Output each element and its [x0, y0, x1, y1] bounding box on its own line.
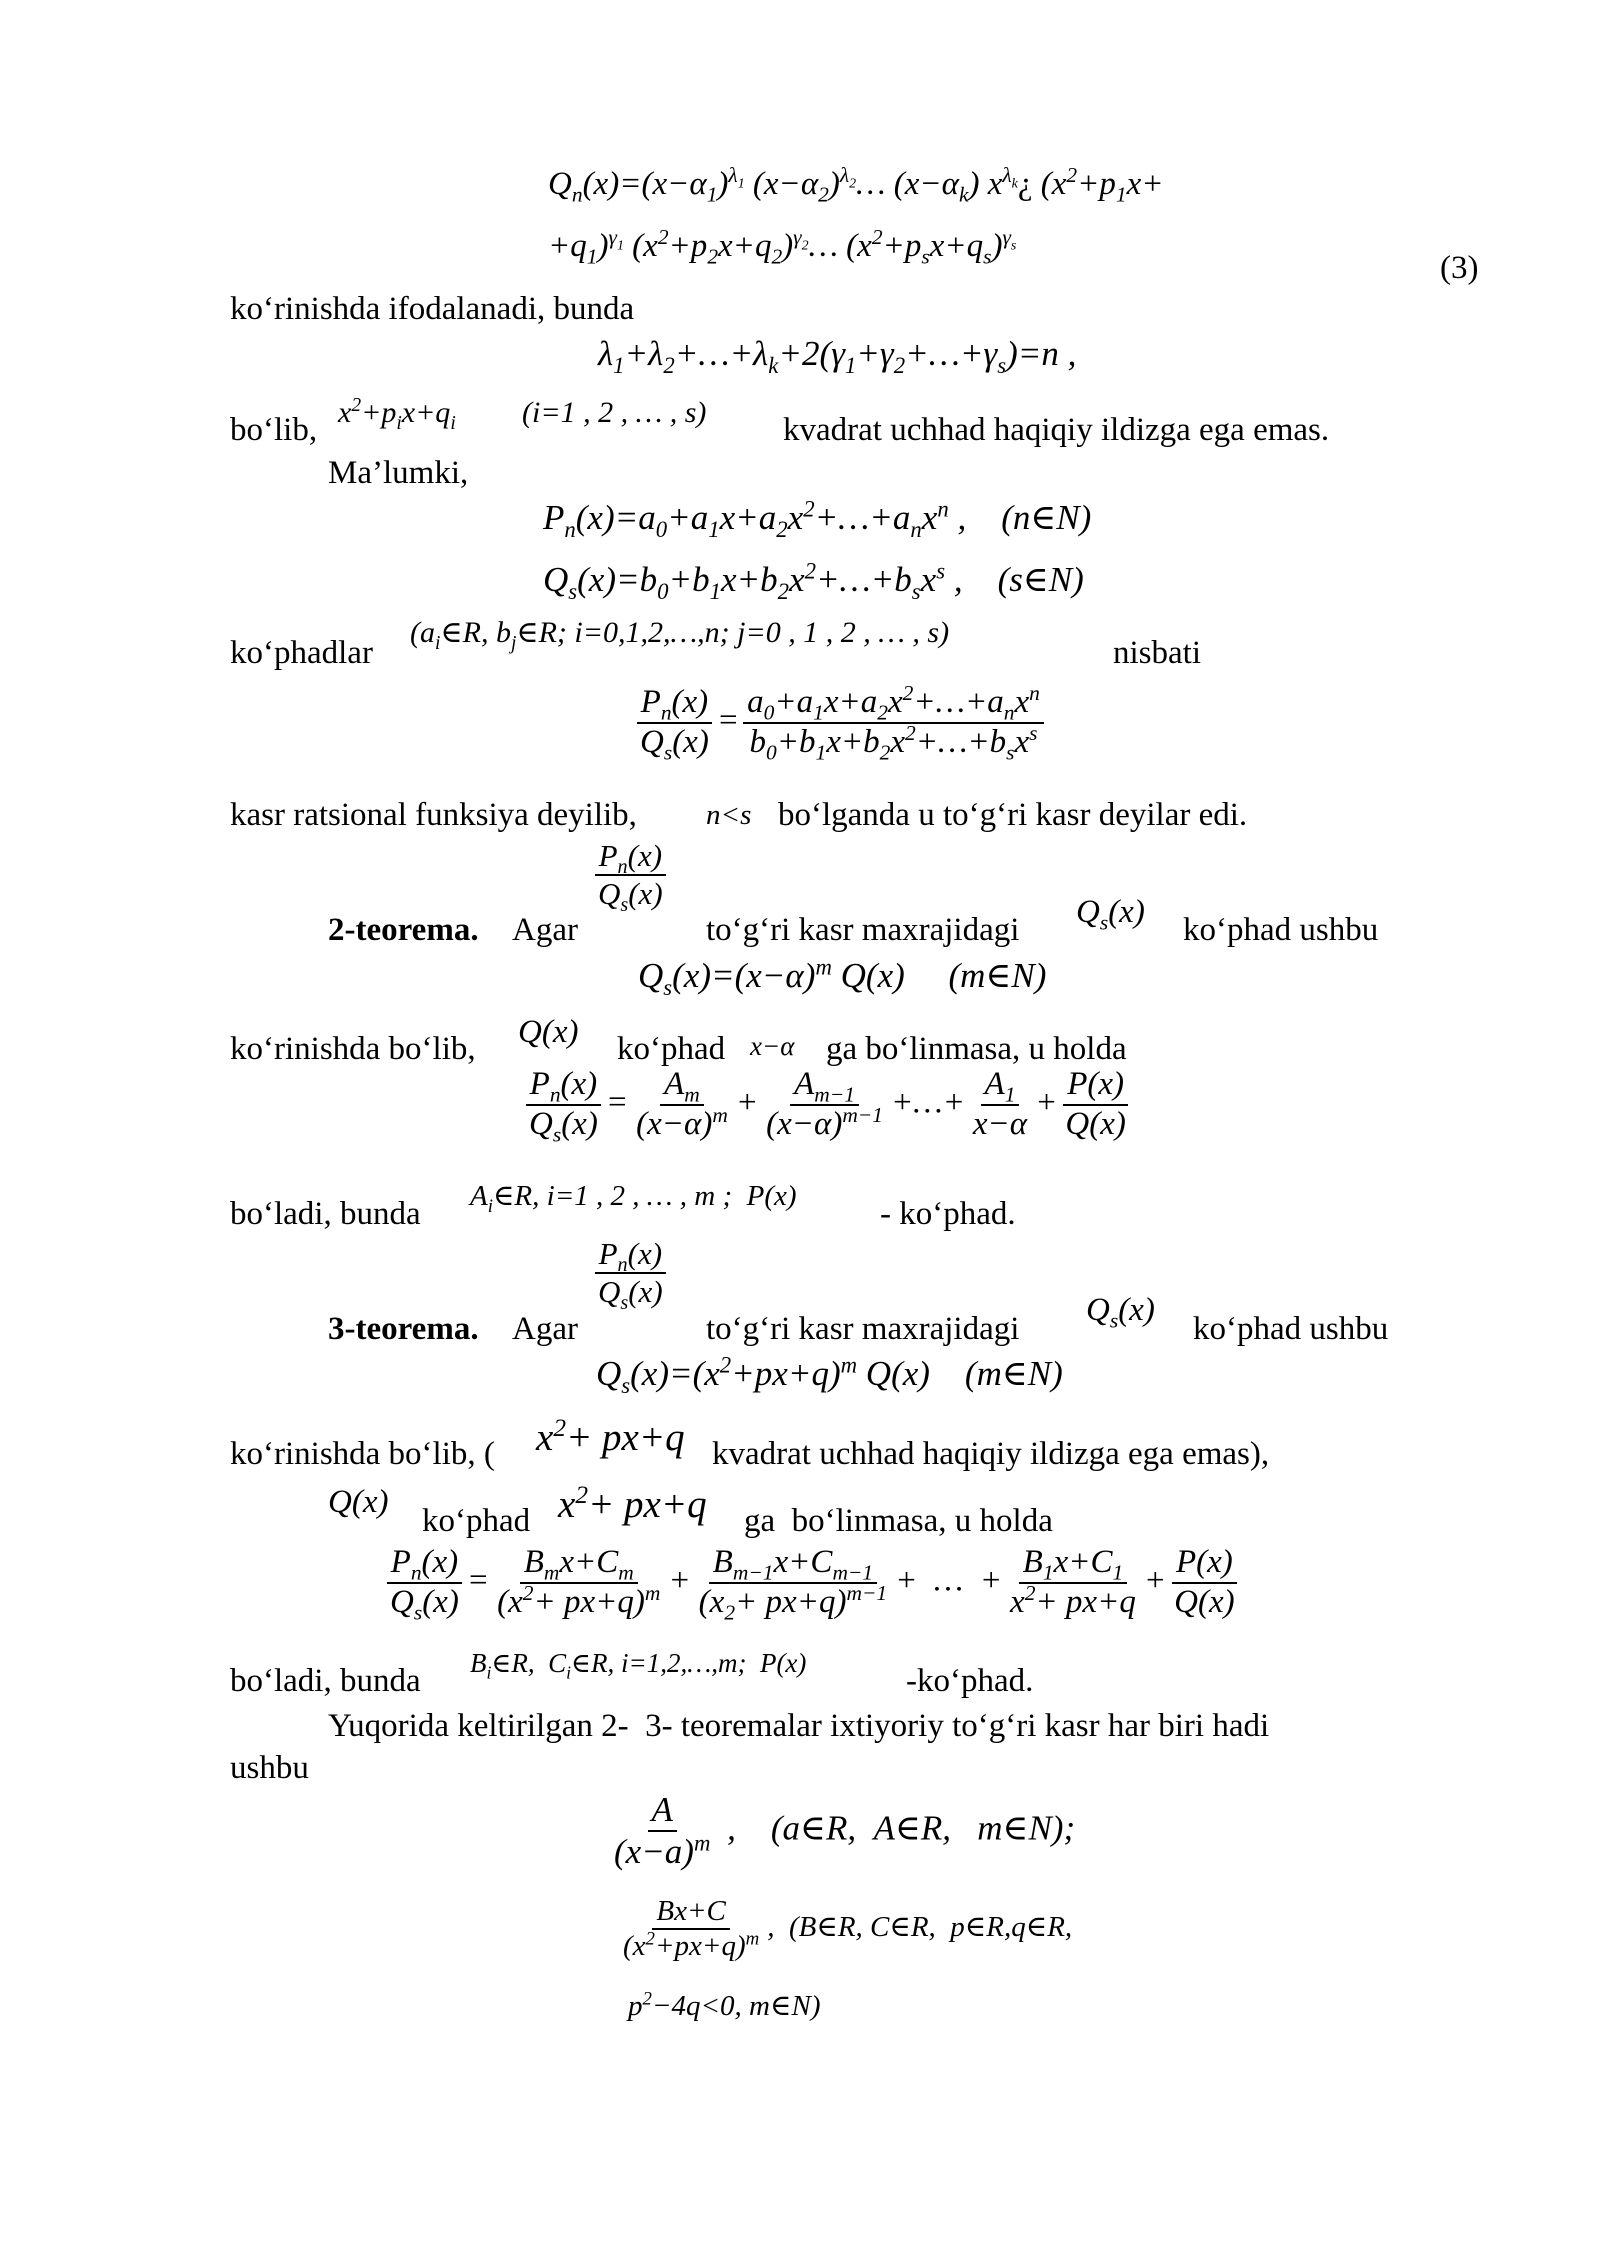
paragraph: koʻrinishda boʻlib, — [230, 1031, 476, 1067]
paragraph: -koʻphad. — [906, 1663, 1034, 1699]
paragraph: boʻladi, bunda — [230, 1196, 421, 1232]
paragraph: boʻlib, — [230, 412, 318, 448]
formula-inline: $x^2+ px+q$ — [558, 1481, 707, 1526]
theorem-label: 3-teorema. — [328, 1311, 479, 1347]
paragraph: boʻlganda u toʻgʻri kasr deyilar edi. — [778, 797, 1248, 833]
formula-inline: $A_i\in R$, i=1 , 2 , … , m ; P(x) — [470, 1180, 797, 1217]
equation-rational-function: $\frac{P_n(x)}{Q_s(x)}$ = $\frac{a_0+a_1x+a_2x^2+\dots+a_nx^n}{b_0+b_1x+b_2x^2+\dots+b_sx^s}$ — [632, 684, 1048, 762]
paragraph: Agar — [512, 1311, 578, 1347]
formula-inline: $B_i\in R$, $C_i\in R$, i=1,2,…,m; P(x) — [470, 1648, 807, 1683]
equation-3-line-1: $Q_n(x)=(x-\alpha_1)^{\lambda_1}$ $(x-\alpha_2)^{\lambda_2}\dots$ $(x-\alpha_k)$ $x^{\lambda_k}¿$ ($x^2+p_1x+$ — [548, 163, 1164, 207]
formula-inline: $x^2+p_ix+q_i$ — [338, 395, 456, 434]
paragraph: ushbu — [230, 1750, 309, 1786]
formula-inline: $x^2+ px+q$ — [536, 1414, 685, 1459]
equation-sum: $\lambda_1+\lambda_2+\dots+\lambda_k+2(\gamma_1+\gamma_2+\dots+\gamma_s)=n$ , — [598, 334, 1077, 378]
paragraph: Ma’lumki, — [328, 455, 469, 491]
paragraph: toʻgʻri kasr maxrajidagi — [706, 1311, 1020, 1347]
paragraph: koʻphad — [422, 1503, 531, 1539]
fraction-inline: $\frac{P_n(x)}{Q_s(x)}$ — [590, 838, 671, 911]
paragraph: kvadrat uchhad haqiqiy ildizga ega emas. — [783, 412, 1330, 448]
formula-inline: $Q_s(x)$ — [1076, 894, 1145, 935]
theorem-label: 2-teorema. — [328, 912, 479, 948]
paragraph: kasr ratsional funksiya deyilib, — [230, 797, 637, 833]
equation-simple-fraction-1: $\frac{A}{(x-a)^m}$ , (a∈R, A∈R, m∈N); — [614, 1790, 1076, 1872]
paragraph: koʻrinishda boʻlib, ( — [230, 1436, 495, 1472]
paragraph: boʻladi, bunda — [230, 1663, 421, 1699]
equation-simple-fraction-2: $\frac{Bx+C}{(x^2+px+q)^m}$ , (B∈R, C∈R, p∈R,q∈R, — [623, 1895, 1073, 1963]
paragraph: koʻphad ushbu — [1183, 912, 1379, 948]
paragraph: koʻphad ushbu — [1193, 1311, 1389, 1347]
paragraph: Agar — [512, 912, 578, 948]
formula-inline: $Q_s(x)$ — [1086, 1292, 1155, 1333]
paragraph: Yuqorida keltirilgan 2- 3- teoremalar ixtiyoriy toʻgʻri kasr har biri hadi — [328, 1708, 1270, 1744]
equation-theorem-3-decomposition: $\frac{P_n(x)}{Q_s(x)}$ = $\frac{B_mx+C_m}{(x^2+ px+q)^m}$ + $\frac{B_{m-1}x+C_{m-1}}{(x_2+ px+q)^{m-1}}$ + … + $\frac{B_1x+C_1}{x^2+ px+q}$ + $\frac{P(x)}{Q(x)}$ — [382, 1544, 1243, 1622]
formula-inline: Q(x) — [328, 1484, 389, 1520]
paragraph: ga boʻlinmasa, u holda — [744, 1503, 1053, 1539]
formula-inline: n<s — [706, 799, 752, 831]
equation-Pn: $P_n(x)=a_0+a_1x+a_2x^2+\dots+a_nx^n$ , (n∈N) — [543, 496, 1092, 542]
equation-theorem-2-decomposition: $\frac{P_n(x)}{Q_s(x)}$ = $\frac{A_m}{(x-\alpha)^m}$ + $\frac{A_{m-1}}{(x-\alpha)^{m-1}}$ +…+ $\frac{A_1}{x-\alpha}$ + $\frac{P(x)}{Q(x)}$ — [521, 1066, 1134, 1144]
paragraph: koʻphad — [617, 1031, 726, 1067]
paragraph: koʻphadlar — [230, 635, 373, 671]
paragraph: koʻrinishda ifodalanadi, bunda — [230, 291, 635, 327]
paragraph: nisbati — [1113, 635, 1201, 671]
equation-theorem-3: $Q_s(x)=(x^2+px+q)^m$ Q(x) (m∈N) — [596, 1352, 1063, 1398]
formula-inline: (i=1 , 2 , … , s) — [522, 396, 707, 429]
equation-simple-fraction-2-conditions: $p^2-4q<0$, m∈N) — [628, 1988, 821, 2022]
equation-number: (3) — [1440, 250, 1479, 286]
paragraph: ga boʻlinmasa, u holda — [826, 1031, 1127, 1067]
paragraph: kvadrat uchhad haqiqiy ildizga ega emas), — [712, 1436, 1270, 1472]
formula-inline: Q(x) — [518, 1014, 579, 1050]
fraction-inline: $\frac{P_n(x)}{Q_s(x)}$ — [590, 1236, 671, 1309]
equation-3-line-2: $+q_1)^{\gamma_1}$ $(x^2+p_2x+q_2)^{\gamma_2}\dots$ $(x^2+p_sx+q_s)^{\gamma_s}$ — [548, 225, 1017, 269]
equation-Qs: $Q_s(x)=b_0+b_1x+b_2x^2+\dots+b_sx^s$ , (s∈N) — [543, 558, 1084, 604]
paragraph: - koʻphad. — [880, 1196, 1016, 1232]
paragraph: toʻgʻri kasr maxrajidagi — [706, 912, 1020, 948]
formula-inline: ($a_i\in R$, $b_j\in R$; i=0,1,2,…,n; j=0 , 1 , 2 , … , s) — [410, 616, 950, 654]
formula-inline: x−α — [750, 1031, 795, 1061]
equation-theorem-2: $Q_s(x)=(x-\alpha)^m$ Q(x) (m∈N) — [638, 954, 1047, 1000]
